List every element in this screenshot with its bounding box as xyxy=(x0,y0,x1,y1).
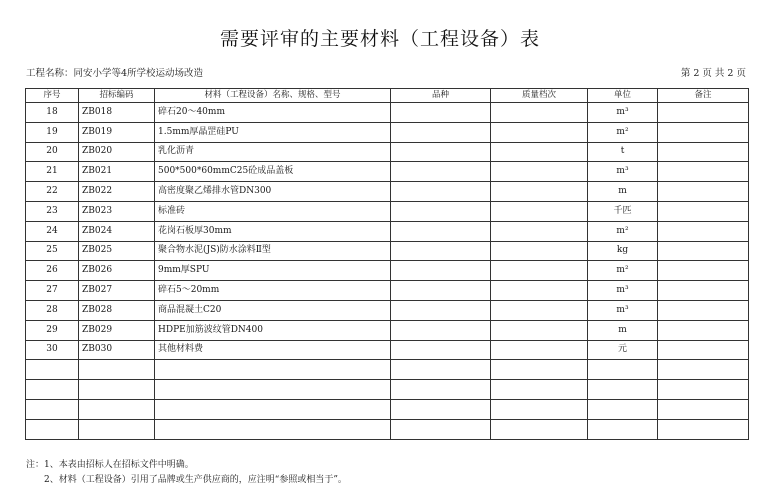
cell-remark xyxy=(658,221,749,241)
cell-unit: 元 xyxy=(588,340,658,360)
cell-quality-grade xyxy=(491,122,588,142)
cell-row-number: 21 xyxy=(26,162,79,182)
cell-unit xyxy=(588,419,658,439)
table-row xyxy=(26,221,749,241)
cell-remark xyxy=(658,419,749,439)
cell-row-number: 28 xyxy=(26,300,79,320)
col-header-variety: 品种 xyxy=(391,89,491,103)
cell-variety xyxy=(391,122,491,142)
cell-material-name: 9mm厚SPU xyxy=(155,261,391,281)
cell-row-number xyxy=(26,380,79,400)
cell-unit: m² xyxy=(588,261,658,281)
col-header-grade: 质量档次 xyxy=(491,89,588,103)
cell-quality-grade xyxy=(491,281,588,301)
col-header-code: 招标编码 xyxy=(79,89,155,103)
cell-variety xyxy=(391,221,491,241)
cell-material-name xyxy=(155,360,391,380)
cell-row-number: 27 xyxy=(26,281,79,301)
cell-unit: m³ xyxy=(588,162,658,182)
cell-remark xyxy=(658,399,749,419)
cell-variety xyxy=(391,399,491,419)
cell-unit xyxy=(588,380,658,400)
cell-material-name: 高密度聚乙烯排水管DN300 xyxy=(155,182,391,202)
table-row xyxy=(26,340,749,360)
cell-remark xyxy=(658,103,749,123)
col-header-remark: 备注 xyxy=(658,89,749,103)
cell-tender-code: ZB028 xyxy=(79,300,155,320)
cell-remark xyxy=(658,380,749,400)
col-header-name: 材料（工程设备）名称、规格、型号 xyxy=(155,89,391,103)
cell-tender-code: ZB019 xyxy=(79,122,155,142)
table-row xyxy=(26,399,749,419)
cell-unit: m³ xyxy=(588,281,658,301)
cell-material-name xyxy=(155,380,391,400)
cell-row-number xyxy=(26,360,79,380)
project-value: 同安小学等4所学校运动场改造 xyxy=(73,68,204,79)
cell-variety xyxy=(391,142,491,162)
cell-row-number: 20 xyxy=(26,142,79,162)
cell-quality-grade xyxy=(491,241,588,261)
cell-tender-code: ZB020 xyxy=(79,142,155,162)
cell-unit: m xyxy=(588,182,658,202)
cell-variety xyxy=(391,419,491,439)
cell-unit xyxy=(588,360,658,380)
materials-table xyxy=(25,88,749,440)
cell-variety xyxy=(391,261,491,281)
note-1: 注：1、本表由招标人在招标文件中明确。 xyxy=(26,460,194,470)
table-row xyxy=(26,261,749,281)
note-2: 2、材料（工程设备）引用了品牌或生产供应商的，应注明“参照或相当于”。 xyxy=(44,475,347,485)
cell-variety xyxy=(391,103,491,123)
cell-tender-code: ZB030 xyxy=(79,340,155,360)
cell-tender-code xyxy=(79,360,155,380)
table-row xyxy=(26,162,749,182)
cell-quality-grade xyxy=(491,360,588,380)
cell-material-name xyxy=(155,399,391,419)
cell-tender-code: ZB029 xyxy=(79,320,155,340)
cell-quality-grade xyxy=(491,261,588,281)
cell-tender-code: ZB027 xyxy=(79,281,155,301)
cell-remark xyxy=(658,201,749,221)
table-row xyxy=(26,360,749,380)
table-row xyxy=(26,419,749,439)
cell-quality-grade xyxy=(491,320,588,340)
cell-unit: m² xyxy=(588,221,658,241)
cell-quality-grade xyxy=(491,380,588,400)
col-header-unit: 单位 xyxy=(588,89,658,103)
cell-tender-code xyxy=(79,380,155,400)
cell-quality-grade xyxy=(491,399,588,419)
cell-row-number: 22 xyxy=(26,182,79,202)
cell-variety xyxy=(391,340,491,360)
cell-quality-grade xyxy=(491,201,588,221)
cell-row-number: 24 xyxy=(26,221,79,241)
cell-unit: t xyxy=(588,142,658,162)
cell-material-name xyxy=(155,419,391,439)
cell-remark xyxy=(658,340,749,360)
table-row xyxy=(26,241,749,261)
cell-material-name: 聚合物水泥(JS)防水涂料Ⅱ型 xyxy=(155,241,391,261)
cell-variety xyxy=(391,241,491,261)
cell-variety xyxy=(391,162,491,182)
cell-material-name: 商品混凝土C20 xyxy=(155,300,391,320)
cell-remark xyxy=(658,162,749,182)
cell-variety xyxy=(391,300,491,320)
cell-unit: m xyxy=(588,320,658,340)
cell-variety xyxy=(391,380,491,400)
cell-quality-grade xyxy=(491,103,588,123)
cell-material-name: HDPE加筋波纹管DN400 xyxy=(155,320,391,340)
cell-material-name: 标准砖 xyxy=(155,201,391,221)
cell-quality-grade xyxy=(491,142,588,162)
table-row xyxy=(26,122,749,142)
cell-tender-code: ZB018 xyxy=(79,103,155,123)
project-label: 工程名称： xyxy=(26,68,74,79)
cell-remark xyxy=(658,122,749,142)
table-header-row xyxy=(26,89,749,103)
table-row xyxy=(26,103,749,123)
cell-variety xyxy=(391,320,491,340)
cell-row-number: 26 xyxy=(26,261,79,281)
cell-variety xyxy=(391,201,491,221)
cell-material-name: 花岗石板厚30mm xyxy=(155,221,391,241)
cell-remark xyxy=(658,182,749,202)
cell-row-number: 19 xyxy=(26,122,79,142)
cell-material-name: 碎石20～40mm xyxy=(155,103,391,123)
cell-row-number: 23 xyxy=(26,201,79,221)
table-row xyxy=(26,320,749,340)
cell-remark xyxy=(658,261,749,281)
cell-tender-code xyxy=(79,399,155,419)
notes xyxy=(26,458,347,488)
cell-row-number: 30 xyxy=(26,340,79,360)
cell-unit: m² xyxy=(588,122,658,142)
cell-tender-code xyxy=(79,419,155,439)
cell-row-number: 29 xyxy=(26,320,79,340)
cell-quality-grade xyxy=(491,221,588,241)
cell-unit: 千匹 xyxy=(588,201,658,221)
cell-variety xyxy=(391,360,491,380)
cell-material-name: 1.5mm厚晶罡硅PU xyxy=(155,122,391,142)
cell-variety xyxy=(391,281,491,301)
table-row xyxy=(26,380,749,400)
cell-row-number xyxy=(26,419,79,439)
cell-unit: m³ xyxy=(588,300,658,320)
col-header-no: 序号 xyxy=(26,89,79,103)
cell-quality-grade xyxy=(491,340,588,360)
cell-tender-code: ZB023 xyxy=(79,201,155,221)
cell-tender-code: ZB025 xyxy=(79,241,155,261)
cell-tender-code: ZB022 xyxy=(79,182,155,202)
cell-quality-grade xyxy=(491,182,588,202)
cell-material-name: 乳化沥青 xyxy=(155,142,391,162)
cell-material-name: 其他材料费 xyxy=(155,340,391,360)
cell-remark xyxy=(658,360,749,380)
cell-material-name: 碎石5～20mm xyxy=(155,281,391,301)
cell-material-name: 500*500*60mmC25砼成品盖板 xyxy=(155,162,391,182)
cell-quality-grade xyxy=(491,300,588,320)
table-row xyxy=(26,281,749,301)
cell-unit xyxy=(588,399,658,419)
table-row xyxy=(26,142,749,162)
cell-remark xyxy=(658,142,749,162)
cell-quality-grade xyxy=(491,419,588,439)
cell-remark xyxy=(658,300,749,320)
cell-row-number xyxy=(26,399,79,419)
table-body xyxy=(26,103,749,440)
table-row xyxy=(26,201,749,221)
cell-unit: m³ xyxy=(588,103,658,123)
cell-tender-code: ZB021 xyxy=(79,162,155,182)
cell-variety xyxy=(391,182,491,202)
page-title: 需要评审的主要材料（工程设备）表 xyxy=(219,28,540,50)
cell-remark xyxy=(658,320,749,340)
cell-remark xyxy=(658,241,749,261)
cell-row-number: 25 xyxy=(26,241,79,261)
cell-unit: kg xyxy=(588,241,658,261)
table-row xyxy=(26,300,749,320)
cell-remark xyxy=(658,281,749,301)
cell-tender-code: ZB026 xyxy=(79,261,155,281)
cell-quality-grade xyxy=(491,162,588,182)
project-name xyxy=(26,65,203,79)
cell-row-number: 18 xyxy=(26,103,79,123)
table-row xyxy=(26,182,749,202)
page-number: 第 2 页 共 2 页 xyxy=(680,68,746,79)
cell-tender-code: ZB024 xyxy=(79,221,155,241)
